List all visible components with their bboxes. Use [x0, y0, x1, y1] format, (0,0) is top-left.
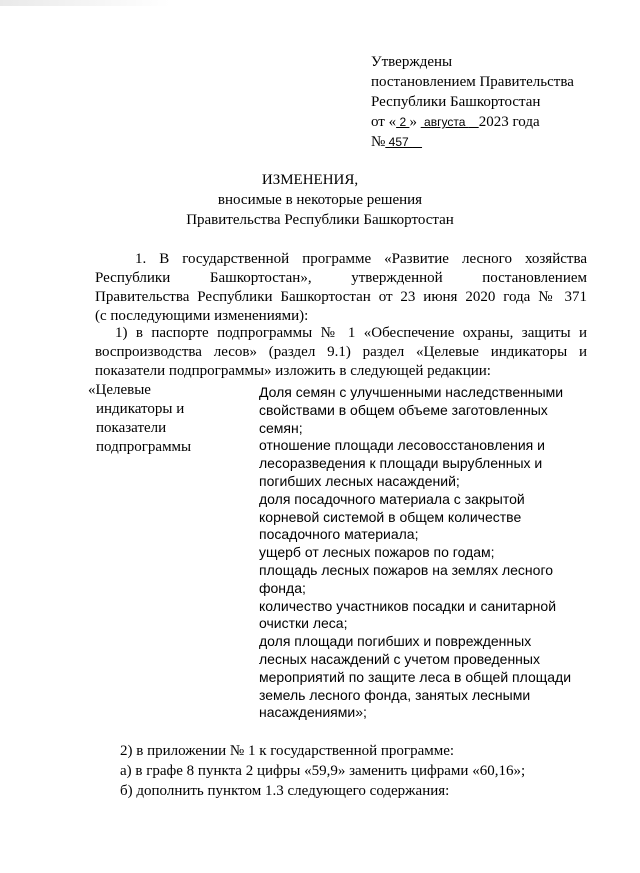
- date-month: августа: [420, 115, 469, 129]
- paragraph-line: 1. В государственной программе «Развитие лесного хозяйства: [135, 251, 587, 267]
- indicator-line: лесных насаждений с учетом проведенных: [259, 650, 540, 667]
- indicator-line: ущерб от лесных пожаров по годам;: [259, 544, 495, 561]
- indicator-line: площадь лесных пожаров на землях лесного: [259, 561, 554, 578]
- date-month-underline: [469, 115, 479, 129]
- indicator-line: земель лесного фонда, занятых лесными: [259, 686, 531, 703]
- indicators-label: [88, 381, 191, 457]
- indicator-line: погибших лесных насаждений;: [259, 472, 460, 489]
- approval-number: [371, 132, 574, 152]
- label-line: подпрограммы: [96, 439, 192, 455]
- indicator-line: мероприятий по защите леса в общей площади: [259, 668, 572, 685]
- amendments-list: [120, 741, 525, 801]
- indicator-line: лесоразведения к площади вырубленных и: [259, 455, 543, 472]
- approval-line: Республики Башкортостан: [371, 94, 541, 110]
- indicator-line: отношение площади лесовосстановления и: [259, 437, 545, 454]
- indicator-line: насаждениями»;: [259, 704, 367, 721]
- indicator-line: доля посадочного материала с закрытой: [259, 490, 525, 507]
- label-line: «Целевые: [88, 382, 151, 398]
- label-line: индикаторы и: [96, 401, 185, 417]
- paragraph-1: [95, 250, 587, 326]
- number-value: 457: [385, 135, 413, 149]
- date-prefix: от «: [371, 114, 397, 130]
- number-prefix: №: [371, 134, 386, 150]
- approval-block: [371, 52, 574, 152]
- scan-artifact: [0, 0, 170, 6]
- indicator-line: свойствами в общем объеме заготовленных: [259, 401, 548, 418]
- label-line: показатели: [96, 420, 167, 436]
- title-line: Правительства Республики Башкортостан: [186, 212, 454, 228]
- paragraph-line: Республики Башкортостан», утвержденной постановлением: [95, 270, 587, 286]
- indicator-line: фонда;: [259, 579, 306, 596]
- indicator-line: посадочного материала;: [259, 526, 419, 543]
- indicator-line: доля площади погибших и поврежденных: [259, 633, 532, 650]
- indicator-line: корневой системой в общем количестве: [259, 508, 522, 525]
- paragraph-line: воспроизводства лесов» (раздел 9.1) раздел «Целевые индикаторы и: [95, 344, 587, 360]
- indicator-line: Доля семян с улучшенными наследственными: [259, 384, 564, 400]
- title-line: вносимые в некоторые решения: [217, 192, 423, 208]
- paragraph-line: (с последующими изменениями):: [95, 308, 309, 324]
- paragraph-2: [95, 324, 587, 381]
- indicator-line: количество участников посадки и санитарной: [259, 597, 557, 614]
- indicators-list: [259, 384, 599, 722]
- indicator-line: семян;: [259, 419, 303, 436]
- date-mid: »: [409, 114, 417, 130]
- amendment-line: а) в графе 8 пункта 2 цифры «59,9» заменить цифрами «60,16»;: [120, 763, 526, 779]
- indicator-line: очистки леса;: [259, 615, 348, 632]
- date-day: 2: [396, 115, 410, 129]
- amendment-line: 2) в приложении № 1 к государственной программе:: [120, 743, 455, 759]
- number-underline: [412, 135, 422, 149]
- paragraph-line: Правительства Республики Башкортостан от 23 июня 2020 года № 371: [95, 289, 587, 305]
- approval-date: [371, 112, 574, 132]
- approval-line: постановлением Правительства: [371, 74, 574, 90]
- amendment-line: б) дополнить пунктом 1.3 следующего содержания:: [120, 783, 450, 799]
- date-year: 2023 года: [478, 114, 540, 130]
- title-line: ИЗМЕНЕНИЯ,: [261, 172, 359, 188]
- paragraph-line: показатели подпрограммы» изложить в следующей редакции:: [95, 363, 491, 379]
- approval-line: Утверждены: [371, 54, 453, 70]
- paragraph-line: 1) в паспорте подпрограммы № 1 «Обеспечение охраны, защиты и: [115, 325, 587, 341]
- document-title: [0, 170, 640, 230]
